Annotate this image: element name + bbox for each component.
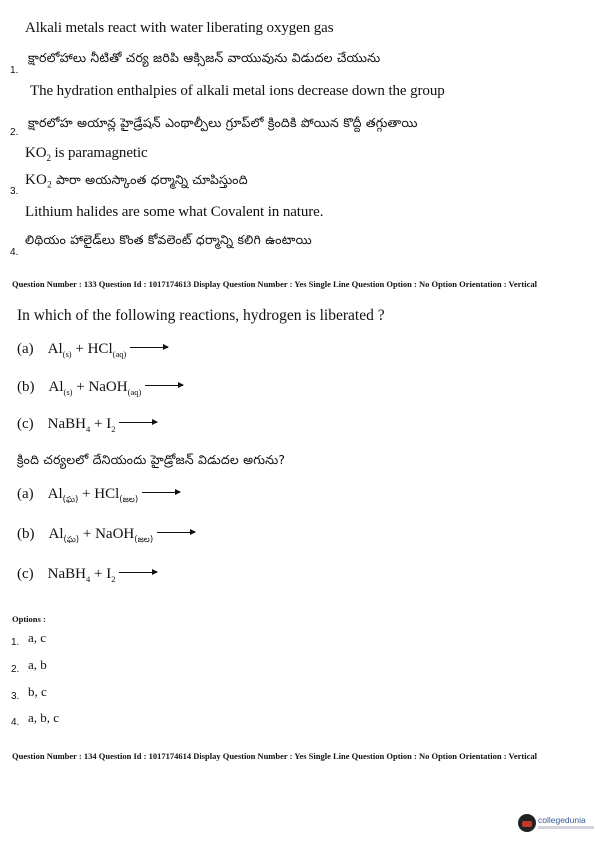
prev-option-3-number: 3. xyxy=(10,186,19,197)
reactant-2: + NaOH xyxy=(72,379,128,395)
logo-mascot-icon xyxy=(518,814,536,832)
reactant-1: Al xyxy=(48,526,64,542)
state-2: (జల) xyxy=(119,495,139,505)
logo-text: collegedunia xyxy=(538,815,586,825)
question-133-meta: Question Number : 133 Question Id : 1017174613 Display Question Number : Yes Single Line Question Option : No Option Orientation : Vertical xyxy=(12,279,537,289)
reactant-1: NaBH xyxy=(47,566,86,582)
reaction-label: (c) xyxy=(17,416,34,432)
reaction-label: (b) xyxy=(17,379,35,395)
reaction-arrow-icon xyxy=(130,347,168,348)
state-2: (aq) xyxy=(127,387,142,397)
state-1: 4 xyxy=(85,424,91,434)
logo-tagline-bar xyxy=(538,826,594,829)
reaction-c-te xyxy=(17,566,157,584)
reactant-2: + I xyxy=(90,416,112,432)
option-4-text: a, b, c xyxy=(28,710,60,725)
reaction-label: (a) xyxy=(17,486,34,502)
option-2-text: a, b xyxy=(28,657,47,672)
state-2: (జల) xyxy=(134,535,154,545)
prev-option-2-en: The hydration enthalpies of alkali metal ions decrease down the group xyxy=(30,83,445,99)
state-1: (ఘ) xyxy=(62,495,79,505)
question-134-meta: Question Number : 134 Question Id : 1017174614 Display Question Number : Yes Single Line Question Option : No Option Orientation : Vertical xyxy=(12,751,537,761)
state-2: 2 xyxy=(111,424,116,434)
collegedunia-logo xyxy=(518,812,594,838)
prev-option-2-te: క్షారలోహ అయాన్ల హైడ్రేషన్ ఎంథాల్పీలు గ్రూప్‌లో క్రిందికి పోయిన కొద్దీ తగ్గుతాయి xyxy=(28,115,418,130)
state-1: (ఘ) xyxy=(63,535,80,545)
reaction-label: (b) xyxy=(17,526,35,542)
statement-text: పారా అయస్కాంత ధర్మాన్ని చూపిస్తుంది xyxy=(51,172,248,187)
prev-option-1-number: 1. xyxy=(10,65,19,76)
option-1-text: a, c xyxy=(28,630,47,645)
prev-option-4-en: Lithium halides are some what Covalent in nature. xyxy=(25,204,324,220)
prev-option-3-en xyxy=(25,145,148,163)
reaction-b-te xyxy=(17,526,195,547)
reactant-2: + HCl xyxy=(78,486,120,502)
state-1: 4 xyxy=(85,574,91,584)
state-2: 2 xyxy=(111,574,116,584)
state-1: (s) xyxy=(63,387,73,397)
reaction-c-en xyxy=(17,416,157,434)
reactant-1: NaBH xyxy=(47,416,86,432)
prev-option-4-number: 4. xyxy=(10,247,19,258)
options-heading: Options : xyxy=(12,614,46,624)
option-3-text: b, c xyxy=(28,684,47,699)
reaction-arrow-icon xyxy=(157,532,195,533)
question-133-text-te: క్రింది చర్యలలో దేనియందు హైడ్రోజన్ విడుదల అగును? xyxy=(17,452,286,467)
state-2: (aq) xyxy=(112,349,127,359)
reaction-arrow-icon xyxy=(119,422,157,423)
reaction-arrow-icon xyxy=(119,572,157,573)
prev-option-1-en: Alkali metals react with water liberating oxygen gas xyxy=(25,20,334,36)
question-133-text-en: In which of the following reactions, hydrogen is liberated ? xyxy=(17,307,385,324)
option-4-number: 4. xyxy=(11,717,20,728)
formula-ko: KO xyxy=(25,172,48,188)
option-3-number: 3. xyxy=(11,691,20,702)
prev-option-2-number: 2. xyxy=(10,127,19,138)
formula-subscript: 2 xyxy=(46,153,51,163)
reactant-1: Al xyxy=(47,341,63,357)
statement-text: is paramagnetic xyxy=(50,145,148,161)
reaction-label: (c) xyxy=(17,566,34,582)
option-2-number: 2. xyxy=(11,664,20,675)
prev-option-4-te: లిథియం హాలైడ్‌లు కొంత కోవలెంట్ ధర్మాన్ని కలిగి ఉంటాయి xyxy=(25,232,312,247)
option-1-number: 1. xyxy=(11,637,20,648)
reaction-b-en xyxy=(17,379,183,397)
reaction-arrow-icon xyxy=(145,385,183,386)
reaction-arrow-icon xyxy=(142,492,180,493)
reactant-1: Al xyxy=(47,486,63,502)
prev-option-1-te: క్షారలోహాలు నీటితో చర్య జరిపి ఆక్సిజన్ వాయువును విడుదల చేయును xyxy=(28,50,381,65)
reaction-label: (a) xyxy=(17,341,34,357)
reaction-a-en xyxy=(17,341,168,359)
reaction-a-te xyxy=(17,486,180,507)
formula-subscript: 2 xyxy=(47,179,52,190)
reactant-2: + I xyxy=(90,566,112,582)
state-1: (s) xyxy=(62,349,72,359)
reactant-1: Al xyxy=(48,379,64,395)
reactant-2: + HCl xyxy=(71,341,113,357)
formula-ko: KO xyxy=(25,145,47,161)
reactant-2: + NaOH xyxy=(79,526,135,542)
prev-option-3-te xyxy=(25,172,248,191)
